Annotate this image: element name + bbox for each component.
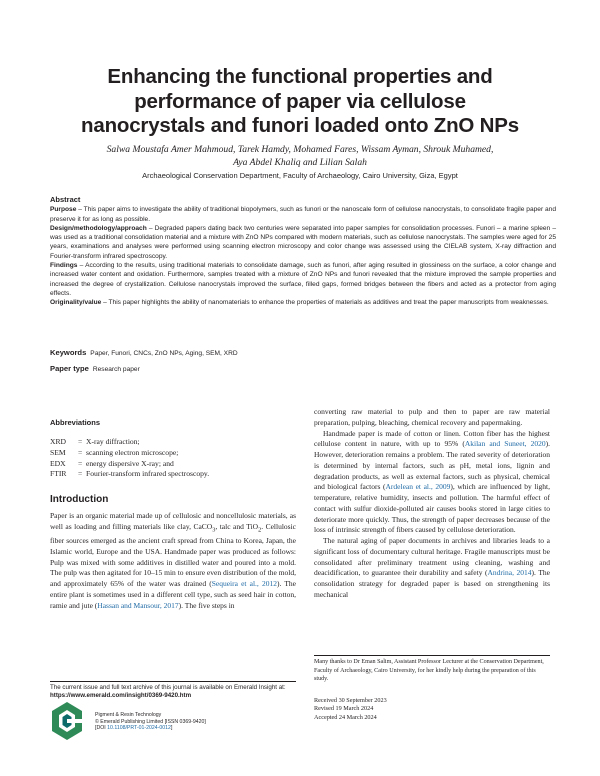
abbreviation-definition: X-ray diffraction; (86, 437, 140, 446)
footnote-divider (50, 681, 296, 682)
keywords-text: Paper, Funori, CNCs, ZnO NPs, Aging, SEM, XRD (90, 350, 238, 357)
article-dates (314, 697, 550, 722)
journal-doi: [DOI 10.1108/PRT-01-2024-0012] (95, 725, 173, 732)
archive-note-text: The current issue and full text archive of this journal is available on Emerald Insight at: (50, 684, 286, 691)
abstract-block (50, 195, 556, 308)
introduction-paragraph: Paper is an organic material made up of cellulosic and noncellulosic materials, as well as loading and filling materials like clay, CaCO$_3$, talc and TiO$_2$. Cellulosic fiber sources emerged as the ancient craft spread from China to Korea, Japan, the Islamic world, Europe and the USA. Handmade paper was produced as follows: Pulp was mixed with some additives in distilled water and poured into a mold. The pulp was then agitated for 10–15 min to ensure even distribution of the mold, and approximately 65% of the water was drained (Sequeira et al., 2012). The entire plant is sometimes used in a different cell type, such as seed hair in cotton, ramie and jute (Hassan and Mansour, 2017). The five steps in (50, 511, 296, 610)
design-label: Design/methodology/approach (50, 224, 147, 232)
article-title (40, 65, 560, 139)
findings-text: – According to the results, using traditional materials to consolidate damage, such as funori, after aging resulted in glossiness on the surface, a color change and increased water content and oxidation. Furthermore, samples treated with a mixture of ZnO NPs and funori revealed that the mixture improved the sample properties and increased the degree of crystallization. Cellulose nanocrystals improved the surface, filled gaps, formed bridges between the fibers and acted as a protector from aging effects. (50, 262, 556, 297)
abbreviation: EDX (50, 458, 66, 468)
introduction-body (50, 511, 296, 611)
body-paragraph: converting raw material to pulp and then to paper are raw material preparation, pulping, bleaching, chemical recovery and papermaking. (314, 407, 550, 427)
abstract-purpose (50, 205, 556, 224)
abstract-originality (50, 298, 556, 307)
body-paragraph: The natural aging of paper documents in archives and libraries leads to a significant loss of documentary cultural heritage. Fragile manuscripts must be consolidated after preliminary treatment using cleaning, washing and deacidification, to guarantee their durability and safety (Andrina, 2014). The consolidation strategy for degraded paper is based on strengthening its mechanical (314, 536, 551, 599)
footnote-divider (314, 655, 550, 656)
findings-label: Findings (50, 262, 78, 270)
date-accepted: Accepted 24 March 2024 (314, 713, 377, 721)
abstract-heading: Abstract (50, 195, 81, 204)
date-revised: Revised 19 March 2024 (314, 705, 374, 713)
originality-label: Originality/value (50, 299, 102, 307)
paper-type (50, 364, 556, 373)
keywords-label: Keywords (50, 348, 87, 357)
citation-link[interactable]: Ardelean et al., 2009 (385, 482, 451, 492)
abbreviation: XRD (50, 437, 67, 446)
keywords (50, 348, 556, 357)
abbreviation-row: SEM = scanning electron microscope; (50, 447, 179, 457)
abbreviation-row: FTIR = Fourier-transform infrared spectroscopy. (50, 469, 210, 479)
abbreviation: FTIR (50, 469, 67, 479)
abbreviations-heading: Abbreviations (50, 418, 101, 427)
abbreviation-row: EDX = energy dispersive X-ray; and (50, 458, 174, 468)
body-paragraph: Handmade paper is made of cotton or linen. Cotton fiber has the highest cellulose content in nature, with up to 95% (Akilan and Suneet, 2020). However, deterioration remains a problem. The rated severity of deterioration is determined by internal factors, such as pH, metal ions, lignin and degradation products, as well as external factors, such as physical, chemical and biological factors (Ardelean et al., 2009), which are influenced by light, temperature, relative humidity, insects and pollution. The harmful effect of contact with sulfur dioxide-polluted air causes books stored in large cities to deteriorate more quickly. Thus, the strength of paper decreases because of the loss of intrinsic strength of fibers caused by cellulose deterioration. (314, 428, 551, 535)
abbreviation-definition: scanning electron microscope; (86, 447, 179, 457)
abbreviation-definition: Fourier-transform infrared spectroscopy. (86, 469, 210, 479)
authors-line: Aya Abdel Khaliq and Lilian Salah (233, 157, 367, 168)
introduction-heading: Introduction (50, 494, 109, 505)
date-received: Received 30 September 2023 (314, 697, 387, 704)
citation-link[interactable]: Akilan and Suneet, 2020 (464, 439, 546, 449)
paper-type-label: Paper type (50, 364, 89, 373)
authors-line: Salwa Moustafa Amer Mahmoud, Tarek Hamdy, Mohamed Fares, Wissam Ayman, Shrouk Muhamed, (106, 144, 494, 155)
right-column-body (314, 407, 550, 601)
author-list (40, 143, 560, 169)
abstract-findings (50, 261, 556, 298)
originality-text: – This paper highlights the ability of nanomaterials to enhance the properties of materials as additives and treat the paper manuscripts from weaknesses. (101, 299, 549, 307)
abbreviation: SEM (50, 447, 66, 457)
abstract-design (50, 224, 556, 261)
title-line: performance of paper via cellulose (134, 89, 466, 113)
journal-name: Pigment & Resin Technology (95, 712, 162, 718)
archive-url-link[interactable]: https://www.emerald.com/insight/0369-9420.htm (50, 692, 192, 700)
paper-type-text: Research paper (92, 366, 140, 373)
design-text: – Degraded papers dating back two centuries were separated into paper samples for consolidation processes. Funori – a marine spleen – was used as a traditional consolidation material and a mixture with ZnO NPs compared with modern materials, such as cellulose nanocrystals. The samples were aged for 25 years, examinations and analyses were performed using scanning electron microscopy and color change was assessed using the CIELAB system, X-ray diffraction and Fourier-transform infrared spectroscopy. (50, 224, 556, 260)
doi-link[interactable]: 10.1108/PRT-01-2024-0012 (107, 725, 171, 732)
journal-info (95, 712, 295, 732)
abbreviation-row: XRD = X-ray diffraction; (50, 437, 140, 446)
emerald-logo-icon (50, 701, 84, 741)
title-line: Enhancing the functional properties and (107, 65, 493, 88)
affiliation: Archaeological Conservation Department, Faculty of Archaeology, Cairo University, Giza, Egypt (142, 171, 458, 180)
citation-link[interactable]: Andrina, 2014 (487, 568, 532, 578)
archive-note (50, 684, 296, 701)
journal-copyright: © Emerald Publishing Limited [ISSN 0369-9420] (95, 718, 206, 725)
abbreviation-definition: energy dispersive X-ray; and (86, 458, 174, 468)
title-line: nanocrystals and funori loaded onto ZnO NPs (81, 114, 519, 137)
purpose-text: – This paper aims to investigate the ability of traditional biopolymers, such as funori or the nanoscale form of cellulose nanocrystals, to consolidate fragile paper and preserve it for as long as possible. (50, 206, 556, 223)
citation-link[interactable]: Sequeira et al., 2012 (211, 579, 277, 588)
purpose-label: Purpose (50, 206, 77, 214)
acknowledgement: Many thanks to Dr Eman Salim, Assistant Professor Lecturer at the Conservation Department, Faculty of Archaeology, Cairo University, for her kindly help during the preparation of this study. (314, 659, 544, 682)
citation-link[interactable]: Hassan and Mansour, 2017 (97, 600, 179, 610)
abbreviations-list (50, 437, 300, 480)
